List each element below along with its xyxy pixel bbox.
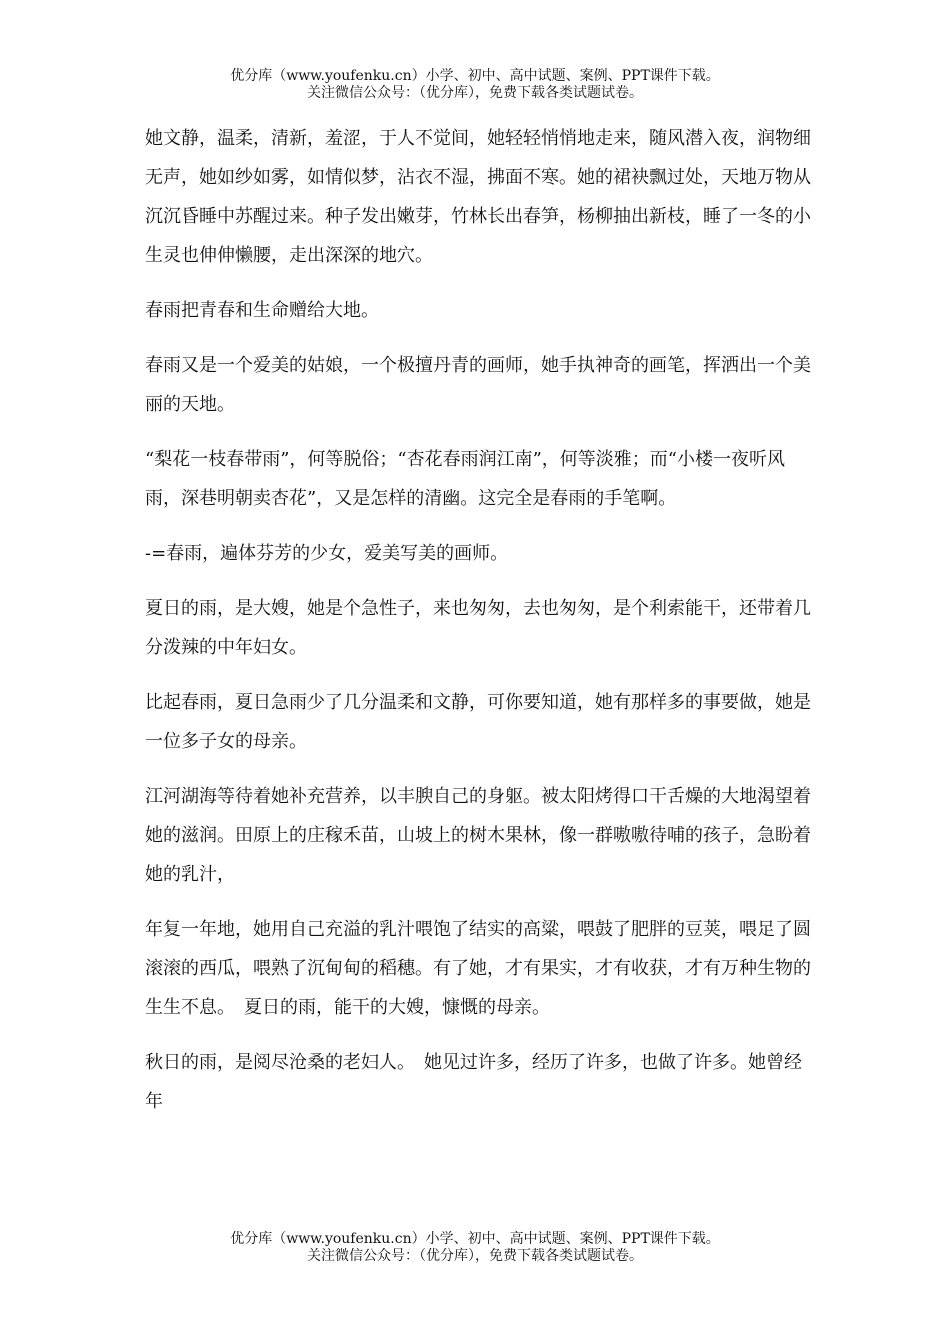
document-body [145,119,813,1137]
paragraph-5: -=春雨，遍体芬芳的少女，爱美写美的画师。 [145,543,509,564]
header-line-2: 关注微信公众号：（优分库），免费下载各类试题试卷。 [307,85,643,101]
footer-line-1: 优分库（www.youfenku.cn）小学、初中、高中试题、案例、PPT课件下载。 [230,1231,720,1247]
page-header [0,68,950,102]
paragraph-3: 春雨又是一个爱美的姑娘，一个极擅丹青的画师，她手执神奇的画笔，挥洒出一个美丽的天地。 [145,355,811,415]
paragraph-1: 她文静，温柔，清新，羞涩，于人不觉间，她轻轻悄悄地走来，随风潜入夜，润物细无声，她如纱如雾，如情似梦，沾衣不湿，拂面不寒。她的裙袂飘过处，天地万物从沉沉昏睡中苏醒过来。种子发出嫩芽，竹林长出春笋，杨柳抽出新枝，睡了一冬的小生灵也伸伸懒腰，走出深深的地穴。 [145,128,811,266]
paragraph-7: 比起春雨，夏日急雨少了几分温柔和文静，可你要知道，她有那样多的事要做，她是一位多子女的母亲。 [145,692,811,752]
paragraph-9: 年复一年地，她用自己充溢的乳汁喂饱了结实的高粱，喂鼓了肥胖的豆荚，喂足了圆滚滚的西瓜，喂熟了沉甸甸的稻穗。有了她，才有果实，才有收获，才有万种生物的生生不息。 夏日的雨，能干的大嫂，慷慨的母亲。 [145,919,811,1018]
paragraph-2: 春雨把青春和生命赠给大地。 [145,300,379,321]
paragraph-8: 江河湖海等待着她补充营养，以丰腴自己的身躯。被太阳烤得口干舌燥的大地渴望着她的滋润。田原上的庄稼禾苗，山坡上的树木果林，像一群嗷嗷待哺的孩子，急盼着她的乳汁， [145,786,811,885]
header-line-1: 优分库（www.youfenku.cn）小学、初中、高中试题、案例、PPT课件下载。 [230,68,720,84]
page-footer [0,1231,950,1265]
footer-line-2: 关注微信公众号：（优分库），免费下载各类试题试卷。 [307,1248,643,1264]
paragraph-6: 夏日的雨，是大嫂，她是个急性子，来也匆匆，去也匆匆，是个利索能干，还带着几分泼辣的中年妇女。 [145,598,811,658]
paragraph-10: 秋日的雨，是阅尽沧桑的老妇人。 她见过许多，经历了许多，也做了许多。她曾经年 [145,1052,802,1112]
paragraph-4: “梨花一枝春带雨”，何等脱俗；“杏花春雨润江南”，何等淡雅；而“小楼一夜听风雨，深巷明朝卖杏花”，又是怎样的清幽。这完全是春雨的手笔啊。 [145,449,786,509]
